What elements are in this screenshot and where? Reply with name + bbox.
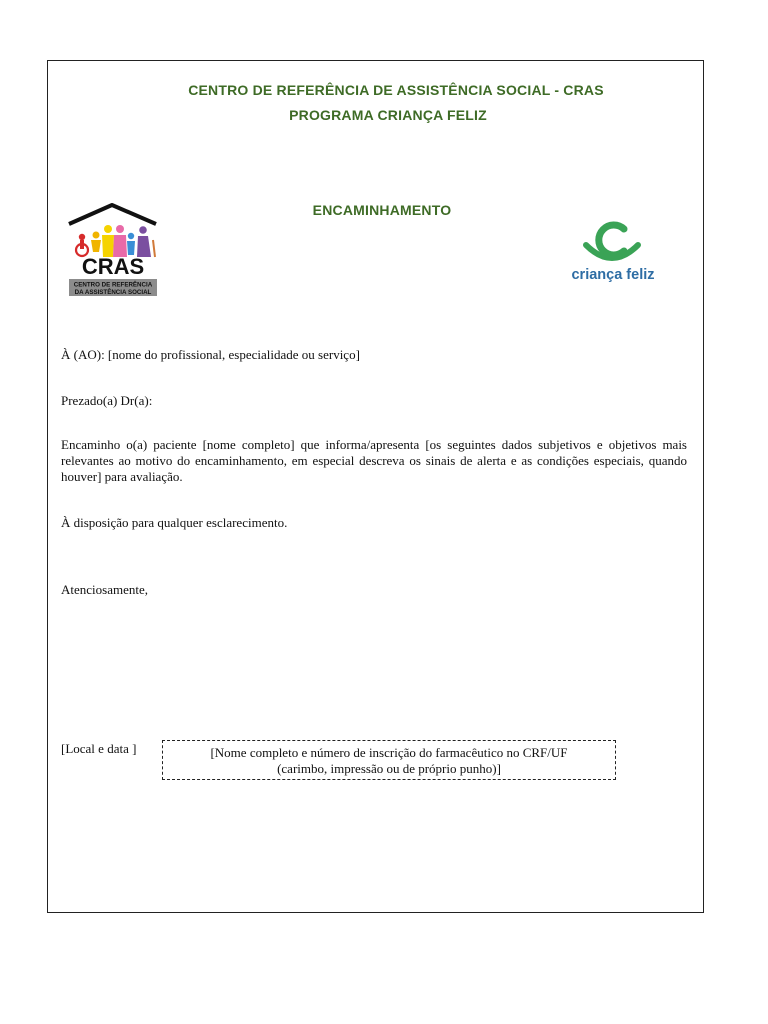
crianca-feliz-logo (566, 221, 661, 283)
signature-line-1: [Nome completo e número de inscrição do farmacêutico no CRF/UF (210, 745, 568, 760)
people-icon (76, 225, 155, 257)
crianca-feliz-c-icon (599, 225, 624, 255)
cras-wordmark: CRAS (81, 254, 145, 279)
institution-title: CENTRO DE REFERÊNCIA DE ASSISTÊNCIA SOCIAL - CRAS (188, 82, 604, 98)
referral-paragraph: Encaminho o(a) paciente [nome completo] que informa/apresenta [os seguintes dados subjetivos e objetivos mais relevantes ao motivo do encaminhamento, em especial descreva os sinais de alerta e as condições especiais, quando houver] para avaliação. (61, 437, 687, 484)
recipient-line: À (AO): [nome do profissional, especialidade ou serviço] (61, 347, 360, 362)
document-title: ENCAMINHAMENTO (312, 202, 452, 218)
cras-logo (63, 202, 163, 298)
house-roof-icon (69, 205, 156, 224)
greeting: Prezado(a) Dr(a): (61, 393, 153, 408)
signature-line-2: (carimbo, impressão ou de próprio punho)] (277, 761, 501, 776)
availability-line: À disposição para qualquer esclarecimento. (61, 515, 288, 530)
signature-box (162, 740, 616, 780)
place-date: [Local e data ] (61, 741, 137, 756)
closing: Atenciosamente, (61, 582, 148, 597)
document-frame (47, 60, 704, 913)
crianca-feliz-wordmark: criança feliz (571, 267, 655, 283)
cras-subtitle-2: DA ASSISTÊNCIA SOCIAL (74, 289, 152, 296)
program-title: PROGRAMA CRIANÇA FELIZ (289, 107, 487, 123)
cras-subtitle-1: CENTRO DE REFERÊNCIA (73, 281, 153, 289)
